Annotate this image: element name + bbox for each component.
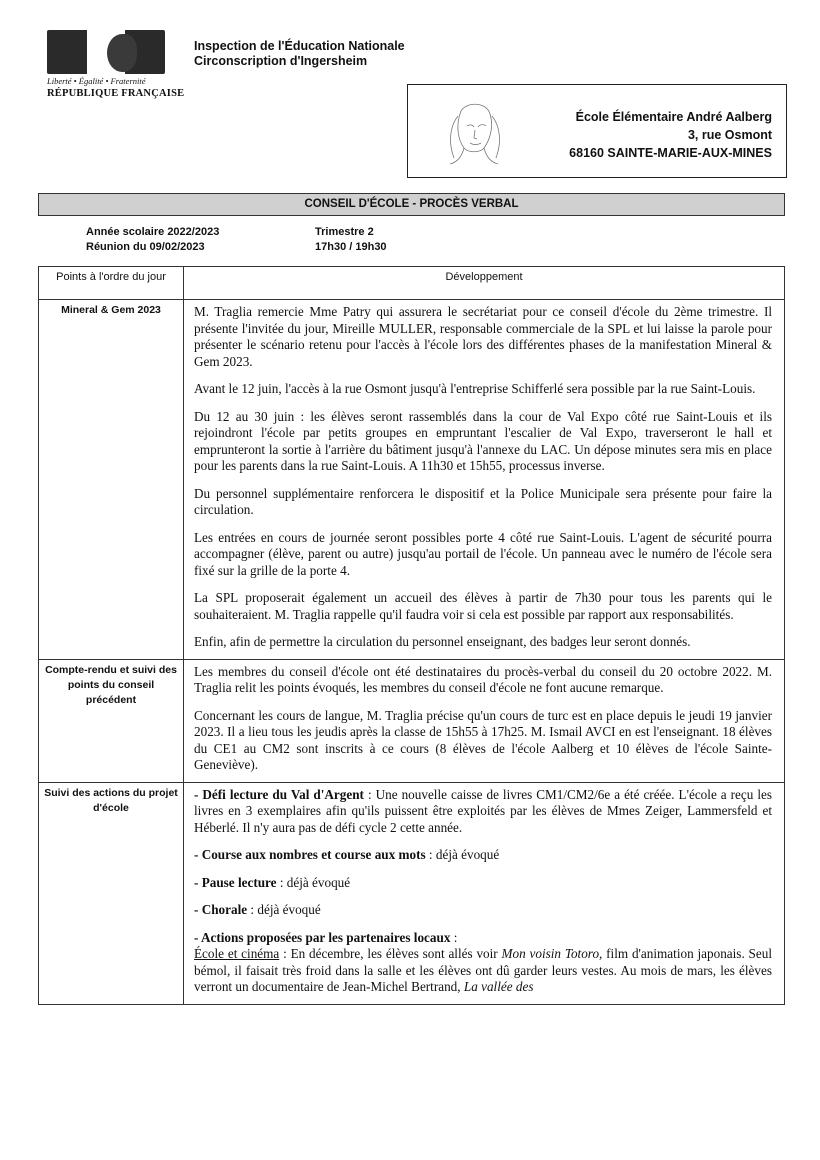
table-row (39, 659, 785, 782)
cinema-label: École et cinéma (194, 946, 280, 961)
paragraph: M. Traglia remercie Mme Patry qui assurera le secrétariat pour ce conseil d'école du 2ème trimestre. Il présente l'invitée du jour, Mireille MULLER, responsable commerciale de la SPL et lui laisse la parole pour présenter le scénario retenu pour l'accès à l'école lors des différentes phases de la manifestation Mineral & Gem 2023. (194, 304, 772, 369)
col-header-development: Développement (184, 267, 785, 300)
item-text: : déjà évoqué (247, 902, 321, 917)
meeting-date: Réunion du 09/02/2023 (86, 241, 205, 253)
paragraph: La SPL proposerait également un accueil des élèves à partir de 7h30 pour tous les parents qui le souhaiteraient. M. Traglia rappelle qu'il faudra voir si cela est possible par rapport aux responsabilités. (194, 590, 772, 622)
paragraph: Du personnel supplémentaire renforcera le dispositif et la Police Municipale sera présente pour faire la circulation. (194, 485, 772, 517)
row-label: Suivi des actions du projet d'école (39, 782, 184, 1004)
school-address (569, 108, 772, 162)
item-title: - Course aux nombres et course aux mots (194, 847, 426, 862)
paragraph: Enfin, afin de permettre la circulation du personnel enseignant, des badges leur seront donnés. (194, 634, 691, 649)
inspection-name: Inspection de l'Éducation Nationale (194, 39, 405, 53)
document-title: CONSEIL D'ÉCOLE - PROCÈS VERBAL (38, 193, 785, 216)
cinema-paragraph (194, 946, 772, 996)
school-city: 68160 SAINTE-MARIE-AUX-MINES (569, 146, 772, 160)
item-title: - Chorale (194, 902, 248, 917)
paragraph: Les entrées en cours de journée seront possibles porte 4 côté rue Saint-Louis. L'agent de sécurité pourra accompagner (élève, parent ou autre) jusqu'au portail de l'école. Un panneau avec le numéro de l'école sera fixé sur la grille de la porte 4. (194, 529, 772, 578)
row-content (184, 782, 785, 1004)
cinema-text: , film d'animation japonais. Seul bémol, il faisait très froid dans la salle et les élèves ont dû garder leurs vestes. Au mois de mars, les élèves verront un documentaire de Jean-Michel Bertrand, (194, 946, 773, 994)
list-item (194, 875, 772, 892)
item-text: : déjà évoqué (276, 874, 351, 890)
item-title: - Défi lecture du Val d'Argent (194, 786, 364, 802)
item-text: : déjà évoqué (425, 847, 500, 862)
table-row (39, 300, 785, 660)
meeting-meta-left (86, 225, 219, 255)
list-item (194, 902, 772, 919)
film-title: La vallée des (463, 979, 534, 994)
item-text: : (450, 929, 458, 945)
paragraph: Les membres du conseil d'école ont été destinataires du procès-verbal du conseil du 20 octobre 2022. M. Traglia relit les points évoqués, les membres du conseil d'école ne font aucune remarque. (194, 663, 772, 695)
table-header-row (39, 267, 785, 300)
list-item (194, 930, 772, 947)
marianne-logo (47, 30, 165, 74)
school-portrait-drawing (440, 96, 508, 166)
cinema-text: : En décembre, les élèves sont allés voir (279, 946, 502, 961)
row-label: Mineral & Gem 2023 (39, 300, 184, 660)
school-name: École Élémentaire André Aalberg (575, 110, 772, 124)
row-content (184, 300, 785, 660)
list-item (194, 787, 772, 837)
inspection-header (194, 39, 405, 69)
paragraph: Concernant les cours de langue, M. Traglia précise qu'un cours de turc est en place depuis le jeudi 19 janvier 2023. Il a lieu tous les jeudis après la classe de 15h55 à 17h25. M. Ismail AVCI en est l'enseignant. 18 élèves du CE1 au CM2 sont inscrits à ce cours (8 élèves de l'école Aalberg et 10 élèves de l'école Sainte-Geneviève). (194, 707, 772, 772)
item-title: - Pause lecture (194, 874, 277, 890)
minutes-table (38, 266, 785, 1005)
republic-name: RÉPUBLIQUE FRANÇAISE (47, 88, 185, 99)
col-header-agenda: Points à l'ordre du jour (39, 267, 184, 300)
paragraph: Avant le 12 juin, l'accès à la rue Osmont jusqu'à l'entreprise Schifferlé sera possible par la rue Saint-Louis. (194, 381, 756, 396)
table-row (39, 782, 785, 1004)
circonscription-name: Circonscription d'Ingersheim (194, 54, 368, 68)
paragraph: Du 12 au 30 juin : les élèves seront rassemblés dans la cour de Val Expo côté rue Saint-Louis et ils rejoindront l'école par petits groupes en empruntant l'escalier de Val Expo, traverseront le hall et emprunteront la sortie à l'arrière du bâtiment jusqu'à l'annexe du LAC. Un dépose minutes sera mis en place pour les parents dans la rue Saint-Louis. A 11h30 et 15h55, processus inverse. (194, 408, 772, 473)
term: Trimestre 2 (315, 226, 374, 238)
school-street: 3, rue Osmont (687, 128, 772, 142)
item-title: - Actions proposées par les partenaires locaux (194, 929, 451, 945)
meeting-meta-right (315, 225, 387, 255)
row-content (184, 659, 785, 782)
list-item (194, 847, 772, 864)
item-text: : Une nouvelle caisse de livres CM1/CM2/6e a été créée. L'école a reçu les livres en 3 exemplaires afin qu'ils puissent être exploités par les élèves de Mmes Zeiger, Lammersfeld et Héberlé. Il n'y aura pas de défi cycle 2 cette année. (194, 786, 772, 835)
meeting-hours: 17h30 / 19h30 (315, 241, 387, 253)
school-year: Année scolaire 2022/2023 (86, 226, 220, 238)
republic-motto: Liberté • Égalité • Fraternité (47, 76, 146, 86)
row-label: Compte-rendu et suivi des points du conseil précédent (39, 659, 184, 782)
film-title: Mon voisin Totoro (501, 946, 600, 961)
